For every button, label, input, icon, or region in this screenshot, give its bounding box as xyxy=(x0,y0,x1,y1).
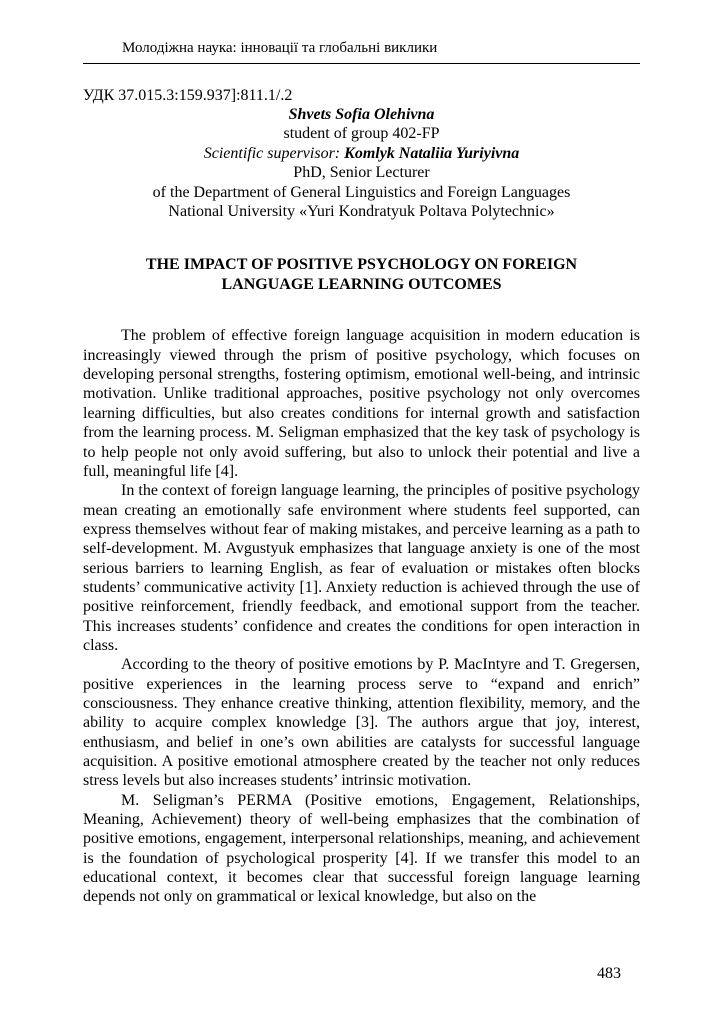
article-title xyxy=(83,255,640,295)
running-header: Молодіжна наука: інновації та глобальні виклики xyxy=(122,40,438,56)
author-name: Shvets Sofia Olehivna xyxy=(288,106,435,123)
supervisor-name: Komlyk Nataliia Yuriyivna xyxy=(344,144,520,162)
author-block xyxy=(83,105,640,221)
body-paragraph: M. Seligman’s PERMA (Positive emotions, Engagement, Relationships, Meaning, Achievement) theory of well-being emphasizes that the combination of positive emotions, engagement, interpersonal relationships, meaning, and achievement is the foundation of psychological prosperity [4]. If we transfer this model to an educational context, it becomes clear that successful foreign language learning depends not only on grammatical or lexical knowledge, but also on the xyxy=(83,791,640,906)
author-group: student of group 402-FP xyxy=(283,125,440,143)
article-title-line-1: THE IMPACT OF POSITIVE PSYCHOLOGY ON FOREIGN xyxy=(145,256,578,274)
department: of the Department of General Linguistics and Foreign Languages xyxy=(152,183,571,201)
supervisor-degree: PhD, Senior Lecturer xyxy=(293,164,430,182)
udk-code: УДК 37.015.3:159.937]:811.1/.2 xyxy=(83,87,293,104)
article-title-line-2: LANGUAGE LEARNING OUTCOMES xyxy=(221,276,502,294)
body-paragraph: According to the theory of positive emotions by P. MacIntyre and T. Gregersen, positive experiences in the learning process serve to “expand and enrich” consciousness. They enhance creative thinking, attention flexibility, memory, and the ability to acquire complex knowledge [3]. The authors argue that joy, interest, enthusiasm, and belief in one’s own abilities are catalysts for successful language acquisition. A positive emotional atmosphere created by the teacher not only reduces stress levels but also increases students’ intrinsic motivation. xyxy=(83,656,640,790)
article-content xyxy=(83,86,640,907)
body-paragraph: In the context of foreign language learning, the principles of positive psychology mean creating an emotionally safe environment where students feel supported, can express themselves without fear of making mistakes, and perceive learning as a path to self-development. M. Avgustyuk emphasizes that language anxiety is one of the most serious barriers to learning English, as fear of evaluation or mistakes often blocks students’ communicative activity [1]. Anxiety reduction is achieved through the use of positive reinforcement, friendly feedback, and emotional support from the teacher. This increases students’ confidence and creates the conditions for open interaction in class. xyxy=(83,482,640,654)
supervisor-label: Scientific supervisor: xyxy=(203,144,341,162)
header-divider xyxy=(83,63,640,64)
body-paragraph: The problem of effective foreign language acquisition in modern education is increasingly viewed through the prism of positive psychology, which focuses on developing personal strengths, fostering optimism, emotional well-being, and intrinsic motivation. Unlike traditional approaches, positive psychology not only overcomes learning difficulties, but also creates conditions for internal growth and satisfaction from the learning process. M. Seligman emphasized that the key task of psychology is to help people not only avoid suffering, but also to unlock their potential and live a full, meaningful life [4]. xyxy=(83,327,640,480)
page-number: 483 xyxy=(597,965,621,982)
university: National University «Yuri Kondratyuk Poltava Polytechnic» xyxy=(168,203,555,221)
supervisor-line xyxy=(83,144,640,163)
article-body xyxy=(83,326,640,906)
